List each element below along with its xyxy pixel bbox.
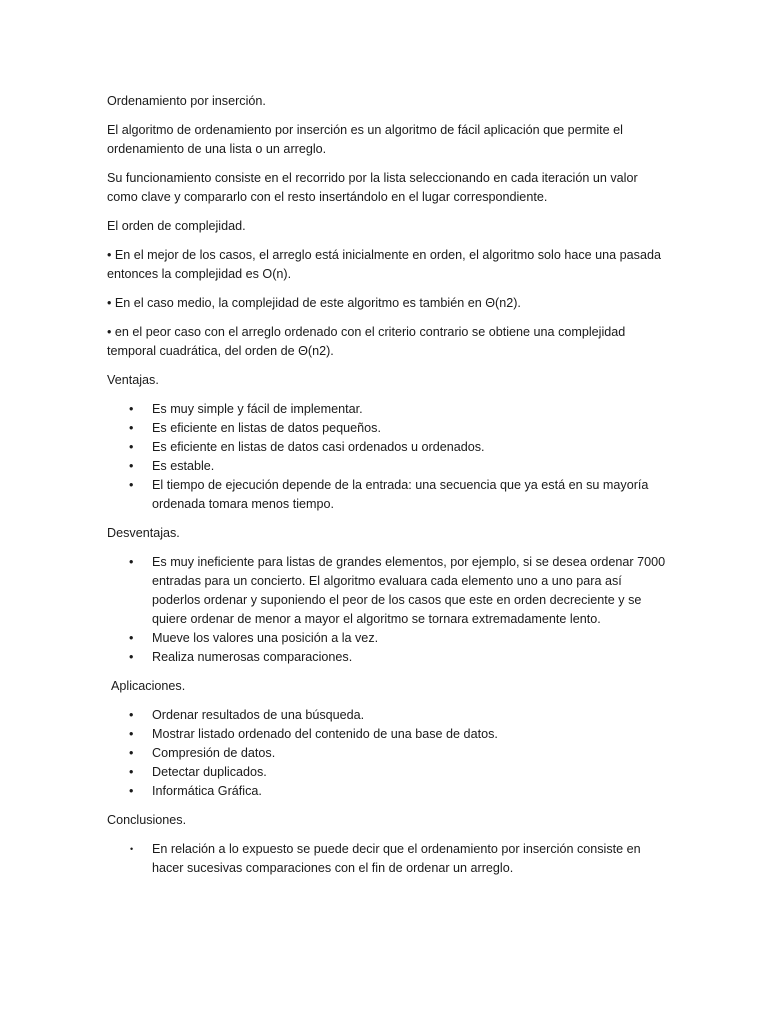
- list-item-text: Compresión de datos.: [152, 746, 276, 760]
- list-item-text: Es eficiente en listas de datos casi ordenados u ordenados.: [152, 440, 485, 454]
- document-page: [107, 92, 667, 888]
- complexity-item: • en el peor caso con el arreglo ordenado con el criterio contrario se obtiene una complejidad temporal cuadrática, del orden de Θ(n2).: [107, 325, 626, 358]
- bullet-icon: •: [129, 727, 134, 741]
- intro-paragraph: Su funcionamiento consiste en el recorrido por la lista seleccionando en cada iteración un valor como clave y compararlo con el resto insertándolo en el lugar correspondiente.: [107, 171, 638, 204]
- list-item: [107, 706, 667, 725]
- list-item-text: Realiza numerosas comparaciones.: [152, 650, 353, 664]
- list-item: [107, 744, 667, 763]
- list-item-text: En relación a lo expuesto se puede decir que el ordenamiento por inserción consiste en hacer sucesivas comparaciones con el fin de ordenar un arreglo.: [152, 842, 641, 875]
- list-item-text: Mostrar listado ordenado del contenido de una base de datos.: [152, 727, 498, 741]
- bullet-icon: •: [129, 555, 134, 569]
- list-item: [107, 457, 667, 476]
- conclusions-list: [107, 840, 667, 878]
- list-item-text: Es estable.: [152, 459, 215, 473]
- bullet-icon: •: [129, 708, 134, 722]
- list-item: [107, 419, 667, 438]
- list-item-text: Informática Gráfica.: [152, 784, 262, 798]
- list-item-text: Mueve los valores una posición a la vez.: [152, 631, 379, 645]
- list-item: [107, 476, 667, 514]
- list-item: [107, 782, 667, 801]
- bullet-icon: •: [129, 440, 134, 454]
- list-item-text: El tiempo de ejecución depende de la entrada: una secuencia que ya está en su mayoría ordenada tomara menos tiempo.: [152, 478, 649, 511]
- intro-paragraph: El algoritmo de ordenamiento por inserción es un algoritmo de fácil aplicación que permite el ordenamiento de una lista o un arreglo.: [107, 123, 623, 156]
- list-item: [107, 648, 667, 667]
- complexity-item: • En el caso medio, la complejidad de este algoritmo es también en Θ(n2).: [107, 296, 521, 310]
- bullet-icon: •: [129, 402, 134, 416]
- disadvantages-heading: Desventajas.: [107, 526, 180, 540]
- applications-list: [107, 706, 667, 801]
- list-item: [107, 763, 667, 782]
- bullet-icon: •: [129, 631, 134, 645]
- list-item: [107, 629, 667, 648]
- bullet-icon: •: [129, 746, 134, 760]
- list-item: [107, 438, 667, 457]
- complexity-heading: El orden de complejidad.: [107, 219, 246, 233]
- advantages-list: [107, 400, 667, 514]
- advantages-heading: Ventajas.: [107, 373, 159, 387]
- complexity-item: • En el mejor de los casos, el arreglo está inicialmente en orden, el algoritmo solo hace una pasada entonces la complejidad es O(n).: [107, 248, 661, 281]
- list-item-text: Es muy ineficiente para listas de grandes elementos, por ejemplo, si se desea ordenar 7000 entradas para un concierto. El algoritmo evaluara cada elemento uno a uno para así poderlos ordenar y suponiendo el peor de los casos que este en orden decreciente y se quiere ordenar de menor a mayor el algoritmo se tornara extremadamente lento.: [152, 555, 666, 626]
- bullet-icon: •: [129, 459, 134, 473]
- document-title: Ordenamiento por inserción.: [107, 94, 266, 108]
- bullet-icon: •: [129, 650, 134, 664]
- applications-heading: Aplicaciones.: [111, 679, 186, 693]
- list-item-text: Es muy simple y fácil de implementar.: [152, 402, 363, 416]
- list-item: [107, 400, 667, 419]
- list-item: [107, 725, 667, 744]
- list-item: [107, 840, 667, 878]
- bullet-icon: •: [129, 421, 134, 435]
- disadvantages-list: [107, 553, 667, 667]
- list-item: [107, 553, 667, 629]
- conclusions-heading: Conclusiones.: [107, 813, 187, 827]
- bullet-icon: •: [129, 765, 134, 779]
- bullet-icon: •: [129, 784, 134, 798]
- list-item-text: Detectar duplicados.: [152, 765, 267, 779]
- list-item-text: Ordenar resultados de una búsqueda.: [152, 708, 365, 722]
- list-item-text: Es eficiente en listas de datos pequeños.: [152, 421, 381, 435]
- bullet-icon: •: [129, 478, 134, 492]
- bullet-icon: •: [130, 844, 134, 854]
